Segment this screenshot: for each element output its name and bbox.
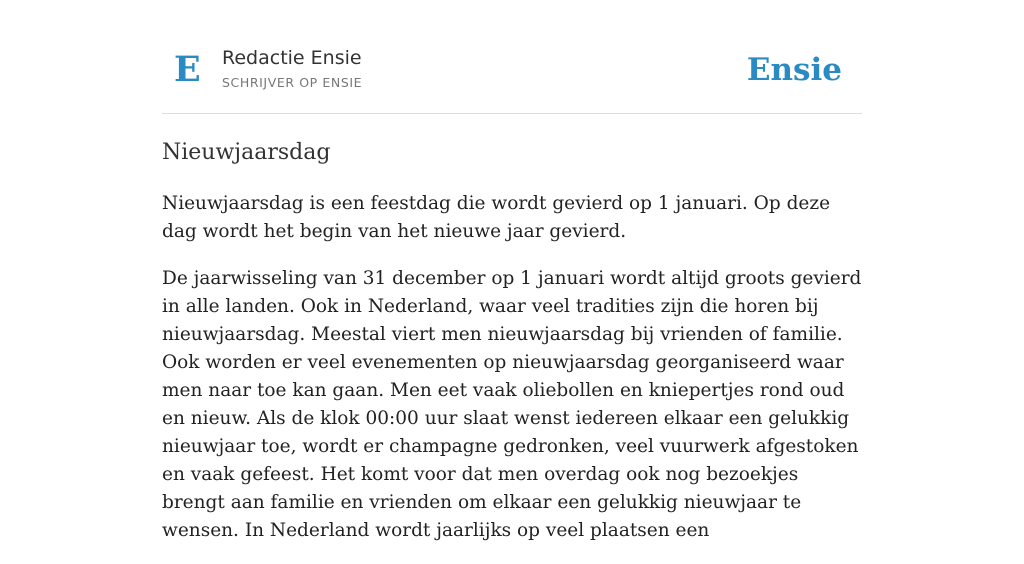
paragraph-main: De jaarwisseling van 31 december op 1 januari wordt altijd groots gevierd in alle landen. Ook in Nederland, waar veel tradities zijn die horen bij nieuwjaarsdag. Meestal viert men nieuwjaarsdag bij vrienden of familie. Ook worden er veel evenementen op nieuwjaarsdag georganiseerd waar men naar toe kan gaan. Men eet vaak oliebollen en kniepertjes rond oud en nieuw. Als de klok 00:00 uur slaat wenst iedereen elkaar een gelukkig nieuwjaar toe, wordt er champagne gedronken, veel vuurwerk afgestoken en vaak gefeest. Het komt voor dat men overdag ook nog bezoekjes brengt aan familie en vrienden om elkaar een gelukkig nieuwjaar te wensen. In Nederland wordt jaarlijks op veel plaatsen een (162, 268, 862, 541)
author-logo[interactable]: E (174, 49, 201, 90)
author-name[interactable]: Redactie Ensie (222, 47, 362, 69)
article-title: Nieuwjaarsdag (162, 140, 331, 165)
paragraph-intro: Nieuwjaarsdag is een feestdag die wordt gevierd op 1 januari. Op deze dag wordt het begin van het nieuwe jaar gevierd. (162, 193, 831, 242)
article-body (162, 190, 862, 564)
article-page (162, 0, 862, 541)
article-header (162, 0, 862, 114)
ensie-logo[interactable]: Ensie (746, 52, 842, 88)
author-role: SCHRIJVER OP ENSIE (222, 75, 363, 90)
